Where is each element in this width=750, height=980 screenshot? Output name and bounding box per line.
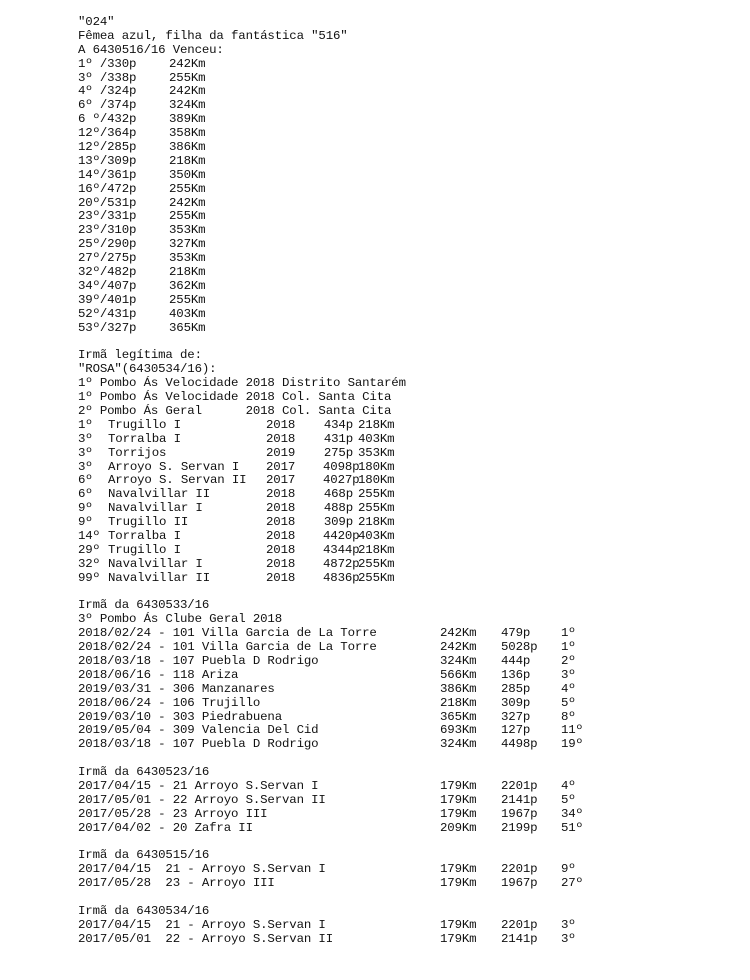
race-position: 9º <box>78 515 93 530</box>
result-distance: 403Km <box>169 306 206 321</box>
result-position: 6 º/432p <box>78 112 137 127</box>
race-distance: 255Km <box>358 570 395 585</box>
won-label: A 6430516/16 Venceu: <box>78 42 224 57</box>
result-row <box>78 224 406 238</box>
race-description: 2017/04/02 - 20 Zafra II <box>78 820 253 835</box>
race-distance: 179Km <box>440 917 477 932</box>
race-pigeons: 4420p <box>323 528 360 543</box>
result-distance: 242Km <box>169 195 206 210</box>
result-row <box>78 127 406 141</box>
race-pigeons: 285p <box>501 681 531 696</box>
result-distance: 353Km <box>169 223 206 238</box>
result-distance: 218Km <box>169 265 206 280</box>
race-name: Navalvillar I <box>108 556 203 571</box>
result-distance: 350Km <box>169 167 206 182</box>
race-position: 5º <box>561 695 576 710</box>
race-distance: 179Km <box>440 778 477 793</box>
race-year: 2018 <box>266 542 296 557</box>
race-pigeons: 2201p <box>501 917 538 932</box>
race-position: 6º <box>78 473 93 488</box>
legit-sister-heading: Irmã legítima de: <box>78 348 202 363</box>
result-row <box>78 155 406 169</box>
race-pigeons: 4836p <box>323 570 360 585</box>
legit-sister-row <box>78 447 406 461</box>
result-distance: 255Km <box>169 181 206 196</box>
result-position: 20º/531p <box>78 195 137 210</box>
result-position: 53º/327p <box>78 320 137 335</box>
result-row <box>78 280 406 294</box>
race-year: 2018 <box>266 556 296 571</box>
sister-523-heading: Irmã da 6430523/16 <box>78 765 210 780</box>
result-row <box>78 85 406 99</box>
race-distance: 403Km <box>358 431 395 446</box>
result-row <box>78 238 406 252</box>
legit-sister-row <box>78 488 406 502</box>
race-distance: 324Km <box>440 653 477 668</box>
sister-534-heading: Irmã da 6430534/16 <box>78 904 210 918</box>
race-pigeons: 444p <box>501 653 531 668</box>
result-distance: 362Km <box>169 278 206 293</box>
race-row <box>78 653 576 669</box>
race-pigeons: 127p <box>501 723 531 738</box>
legit-sister-row <box>78 461 406 475</box>
race-pigeons: 2199p <box>501 820 538 835</box>
race-pigeons: 136p <box>501 667 531 682</box>
sister-533-heading: Irmã da 6430533/16 <box>78 598 210 613</box>
race-distance: 180Km <box>358 473 395 488</box>
race-distance: 179Km <box>440 792 477 807</box>
race-distance: 179Km <box>440 931 477 946</box>
pigeon-title: "024" <box>78 15 115 29</box>
result-position: 32º/482p <box>78 265 137 280</box>
race-row <box>78 695 576 711</box>
race-year: 2017 <box>266 473 296 488</box>
result-distance: 358Km <box>169 126 206 141</box>
race-position: 1º <box>561 626 576 641</box>
sister-523-table <box>78 778 583 836</box>
race-position: 27º <box>561 876 583 891</box>
sister-533-table <box>78 626 583 752</box>
race-pigeons: 1967p <box>501 876 538 891</box>
race-pigeons: 488p <box>323 501 353 516</box>
race-pigeons: 4498p <box>501 737 538 752</box>
race-distance: 255Km <box>358 556 395 571</box>
legit-sister-row <box>78 502 406 516</box>
race-description: 2017/05/01 22 - Arroyo S.Servan II <box>78 931 333 946</box>
result-row <box>78 58 406 72</box>
race-distance: 218Km <box>358 515 395 530</box>
race-position: 3º <box>78 445 93 460</box>
race-year: 2018 <box>266 417 296 432</box>
race-row <box>78 862 576 877</box>
result-distance: 255Km <box>169 70 206 85</box>
results-list <box>78 58 406 336</box>
spacer <box>78 586 406 600</box>
race-row <box>78 792 576 808</box>
race-position: 34º <box>561 806 583 821</box>
result-position: 6º /374p <box>78 98 137 113</box>
race-name: Arroyo S. Servan II <box>108 473 247 488</box>
result-row <box>78 113 406 127</box>
race-pigeons: 4098p <box>323 459 360 474</box>
result-position: 34º/407p <box>78 278 137 293</box>
race-row <box>78 820 583 836</box>
result-distance: 327Km <box>169 237 206 252</box>
legit-sister-row <box>78 530 406 544</box>
pigeon-description: Fêmea azul, filha da fantástica "516" <box>78 28 348 43</box>
race-position: 3º <box>78 459 93 474</box>
race-position: 3º <box>561 931 576 946</box>
race-pigeons: 468p <box>323 487 353 502</box>
race-position: 14º <box>78 528 100 543</box>
result-position: 52º/431p <box>78 306 137 321</box>
legit-sister-row <box>78 544 406 558</box>
race-name: Trugillo I <box>108 417 181 432</box>
race-row <box>78 737 583 752</box>
race-name: Arroyo S. Servan I <box>108 459 240 474</box>
race-position: 3º <box>78 431 93 446</box>
race-distance: 255Km <box>358 501 395 516</box>
spacer <box>78 891 406 905</box>
result-row <box>78 99 406 113</box>
legit-sister-row <box>78 572 406 586</box>
race-distance: 180Km <box>358 459 395 474</box>
race-position: 9º <box>78 501 93 516</box>
result-distance: 255Km <box>169 209 206 224</box>
race-distance: 255Km <box>358 487 395 502</box>
race-row <box>78 723 583 738</box>
result-distance: 386Km <box>169 140 206 155</box>
legit-sister-title: 2º Pombo Ás Geral 2018 Col. Santa Cita <box>78 403 392 418</box>
sister-534-table <box>78 917 576 947</box>
spacer <box>78 335 406 349</box>
result-row <box>78 169 406 183</box>
result-row <box>78 72 406 86</box>
race-pigeons: 5028p <box>501 640 538 655</box>
race-position: 32º <box>78 556 100 571</box>
result-distance: 242Km <box>169 56 206 71</box>
race-year: 2018 <box>266 501 296 516</box>
race-row <box>78 640 576 655</box>
race-row <box>78 709 576 725</box>
race-year: 2018 <box>266 515 296 530</box>
result-position: 12º/364p <box>78 126 137 141</box>
race-distance: 386Km <box>440 681 477 696</box>
race-position: 4º <box>561 681 576 696</box>
result-row <box>78 183 406 197</box>
race-position: 19º <box>561 737 583 752</box>
race-pigeons: 4344p <box>323 542 360 557</box>
race-pigeons: 4027p <box>323 473 360 488</box>
race-position: 3º <box>561 667 576 682</box>
race-pigeons: 2201p <box>501 862 538 877</box>
race-year: 2017 <box>266 459 296 474</box>
result-distance: 242Km <box>169 84 206 99</box>
race-distance: 242Km <box>440 640 477 655</box>
result-row <box>78 141 406 155</box>
race-pigeons: 479p <box>501 626 531 641</box>
race-description: 2018/03/18 - 107 Puebla D Rodrigo <box>78 737 319 752</box>
race-distance: 209Km <box>440 820 477 835</box>
race-pigeons: 1967p <box>501 806 538 821</box>
result-row <box>78 308 406 322</box>
legit-sister-name: "ROSA"(6430534/16): <box>78 362 217 377</box>
result-row <box>78 322 406 336</box>
result-row <box>78 210 406 224</box>
race-position: 3º <box>561 917 576 932</box>
race-distance: 218Km <box>358 417 395 432</box>
race-position: 2º <box>561 653 576 668</box>
result-row <box>78 252 406 266</box>
race-position: 1º <box>78 417 93 432</box>
race-distance: 218Km <box>358 542 395 557</box>
race-name: Navalvillar I <box>108 501 203 516</box>
legit-sister-row <box>78 474 406 488</box>
result-position: 1º /330p <box>78 56 137 71</box>
race-distance: 693Km <box>440 723 477 738</box>
race-name: Torralba I <box>108 431 181 446</box>
race-description: 2018/06/24 - 106 Trujillo <box>78 695 261 710</box>
race-pigeons: 434p <box>323 417 353 432</box>
result-distance: 353Km <box>169 251 206 266</box>
result-position: 14º/361p <box>78 167 137 182</box>
result-position: 23º/310p <box>78 223 137 238</box>
result-position: 13º/309p <box>78 153 137 168</box>
legit-sister-title: 1º Pombo Ás Velocidade 2018 Col. Santa Cita <box>78 390 392 405</box>
legit-sister-row <box>78 433 406 447</box>
race-description: 2017/04/15 21 - Arroyo S.Servan I <box>78 862 326 877</box>
race-position: 6º <box>78 487 93 502</box>
race-pigeons: 309p <box>323 515 353 530</box>
sister-515-table <box>78 862 583 891</box>
legit-sister-title: 1º Pombo Ás Velocidade 2018 Distrito Santarém <box>78 376 406 391</box>
result-position: 3º /338p <box>78 70 137 85</box>
race-row <box>78 806 583 822</box>
race-distance: 242Km <box>440 626 477 641</box>
race-year: 2018 <box>266 528 296 543</box>
race-description: 2019/05/04 - 309 Valencia Del Cid <box>78 723 319 738</box>
race-pigeons: 309p <box>501 695 531 710</box>
race-name: Trugillo II <box>108 515 189 530</box>
result-row <box>78 197 406 211</box>
race-distance: 179Km <box>440 876 477 891</box>
race-position: 1º <box>561 640 576 655</box>
race-name: Torrijos <box>108 445 167 460</box>
result-position: 25º/290p <box>78 237 137 252</box>
race-row <box>78 681 576 697</box>
sister-515-heading: Irmã da 6430515/16 <box>78 848 210 863</box>
result-position: 27º/275p <box>78 251 137 266</box>
race-description: 2018/02/24 - 101 Villa Garcia de La Torre <box>78 626 377 641</box>
race-position: 51º <box>561 820 583 835</box>
race-position: 11º <box>561 723 583 738</box>
race-description: 2017/05/28 - 23 Arroyo III <box>78 806 268 821</box>
result-position: 12º/285p <box>78 140 137 155</box>
race-row <box>78 917 576 933</box>
legit-sister-row <box>78 516 406 530</box>
race-distance: 324Km <box>440 737 477 752</box>
spacer <box>78 836 406 850</box>
race-description: 2017/04/15 - 21 Arroyo S.Servan I <box>78 778 319 793</box>
race-year: 2018 <box>266 487 296 502</box>
race-description: 2018/03/18 - 107 Puebla D Rodrigo <box>78 653 319 668</box>
race-year: 2018 <box>266 431 296 446</box>
race-description: 2019/03/10 - 303 Piedrabuena <box>78 709 282 724</box>
result-distance: 365Km <box>169 320 206 335</box>
race-position: 9º <box>561 862 576 877</box>
result-distance: 255Km <box>169 292 206 307</box>
race-pigeons: 2141p <box>501 792 538 807</box>
race-distance: 218Km <box>440 695 477 710</box>
race-year: 2019 <box>266 445 296 460</box>
sister-533-title: 3º Pombo Ás Clube Geral 2018 <box>78 612 282 627</box>
race-position: 99º <box>78 570 100 585</box>
race-distance: 403Km <box>358 528 395 543</box>
race-position: 5º <box>561 792 576 807</box>
race-pigeons: 2141p <box>501 931 538 946</box>
result-position: 16º/472p <box>78 181 137 196</box>
result-row <box>78 294 406 308</box>
race-distance: 566Km <box>440 667 477 682</box>
result-distance: 218Km <box>169 153 206 168</box>
race-distance: 365Km <box>440 709 477 724</box>
race-distance: 353Km <box>358 445 395 460</box>
race-description: 2019/03/31 - 306 Manzanares <box>78 681 275 696</box>
race-year: 2018 <box>266 570 296 585</box>
race-description: 2017/04/15 21 - Arroyo S.Servan I <box>78 917 326 932</box>
race-description: 2018/06/16 - 118 Ariza <box>78 667 239 682</box>
result-position: 23º/331p <box>78 209 137 224</box>
race-distance: 179Km <box>440 862 477 877</box>
legit-sister-row <box>78 558 406 572</box>
result-position: 39º/401p <box>78 292 137 307</box>
race-row <box>78 626 576 641</box>
race-name: Navalvillar II <box>108 570 210 585</box>
race-description: 2018/02/24 - 101 Villa Garcia de La Torre <box>78 640 377 655</box>
race-position: 8º <box>561 709 576 724</box>
spacer <box>78 752 406 766</box>
race-row <box>78 778 576 794</box>
race-pigeons: 431p <box>323 431 353 446</box>
race-distance: 179Km <box>440 806 477 821</box>
race-name: Navalvillar II <box>108 487 210 502</box>
race-pigeons: 275p <box>323 445 353 460</box>
race-position: 4º <box>561 778 576 793</box>
race-row <box>78 667 576 683</box>
race-row <box>78 931 576 947</box>
result-row <box>78 266 406 280</box>
legit-sister-row <box>78 419 406 433</box>
race-pigeons: 2201p <box>501 778 538 793</box>
document-page <box>78 15 583 947</box>
race-name: Torralba I <box>108 528 181 543</box>
race-pigeons: 327p <box>501 709 531 724</box>
race-name: Trugillo I <box>108 542 181 557</box>
race-position: 29º <box>78 542 100 557</box>
race-pigeons: 4872p <box>323 556 360 571</box>
race-description: 2017/05/01 - 22 Arroyo S.Servan II <box>78 792 326 807</box>
result-distance: 389Km <box>169 112 206 127</box>
race-description: 2017/05/28 23 - Arroyo III <box>78 876 275 891</box>
race-row <box>78 876 583 891</box>
result-position: 4º /324p <box>78 84 137 99</box>
result-distance: 324Km <box>169 98 206 113</box>
legit-sister-table <box>78 419 406 586</box>
